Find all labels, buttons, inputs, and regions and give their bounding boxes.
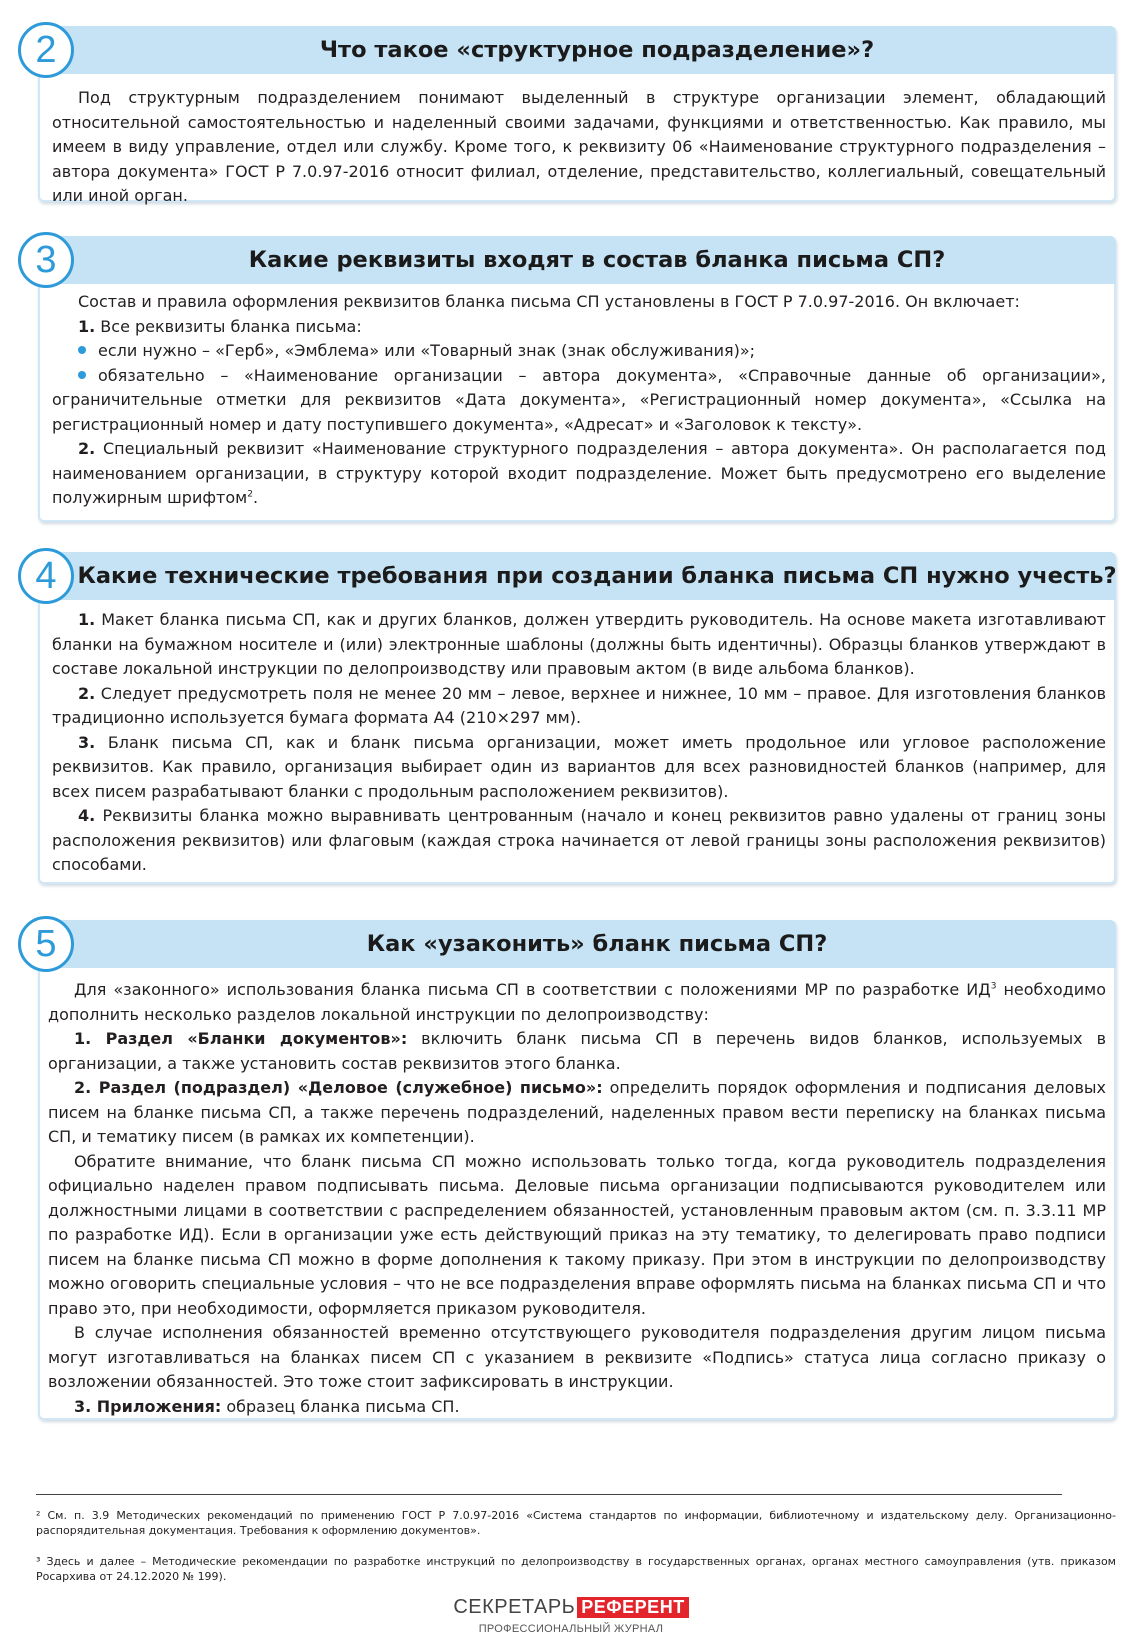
paragraph: Состав и правила оформления реквизитов бланка письма СП установлены в ГОСТ Р 7.0.97-2016. Он включает: bbox=[78, 292, 1020, 311]
list-item: 2. Следует предусмотреть поля не менее 20 мм – левое, верхнее и нижнее, 10 мм – правое. Для изготовления бланков традиционно используется бумага формата А4 (210×297 мм). bbox=[52, 683, 1106, 727]
section-body bbox=[52, 290, 1106, 511]
paragraph: Для «законного» использования бланка письма СП в соответствии с положениями МР по разработке $ИД^3$ необходимо дополнить несколько разделов локальной инструкции по делопроизводству: bbox=[48, 980, 1107, 1024]
paragraph: Под структурным подразделением понимают выделенный в структуре организации элемент, обладающий относительной самостоятельностью и наделенный своими задачами, функциями и ответственностью. Как правило, мы имеем в виду управление, отдел или службу. Кроме того, к реквизиту 06 «Наименование структурного подразделения – автора документа» ГОСТ Р 7.0.97-2016 относит филиал, отделение, представительство, коллегиальный, совещательный или иной орган. bbox=[52, 88, 1106, 205]
section-body bbox=[52, 608, 1106, 878]
section-number-badge: 5 bbox=[18, 916, 74, 972]
list-item: 1. Раздел «Бланки документов»: включить бланк письма СП в перечень видов бланков, используемых в организации, а также установить состав реквизитов этого бланка. bbox=[48, 1029, 1106, 1073]
list-item: если нужно – «Герб», «Эмблема» или «Товарный знак (знак обслуживания)»; bbox=[52, 339, 1106, 364]
section-header bbox=[38, 26, 1116, 74]
list-item: обязательно – «Наименование организации – автора документа», «Справочные данные об организации», ограничительные отметки для реквизитов «Дата документа», «Регистрационный номер документа», «Ссылка на регистрационный номер и дату поступившего документа», «Адресат» и «Заголовок к тексту». bbox=[52, 365, 1106, 434]
footnote-3: ³ Здесь и далее – Методические рекомендации по разработке инструкций по делопроизводству в государственных органах, органах местного самоуправления (утв. приказом Росархива от 24.12.2020 № 199). bbox=[36, 1555, 1116, 1583]
paragraph: В случае исполнения обязанностей временно отсутствующего руководителя подразделения другим лицом письма могут изготавливаться на бланках писем СП с указанием в реквизите «Подпись» статуса лица согласно приказу о возложении обязанностей. Это тоже стоит зафиксировать в инструкции. bbox=[48, 1323, 1106, 1391]
section-3 bbox=[0, 236, 1142, 522]
footnote-2: ² См. п. 3.9 Методических рекомендаций по применению ГОСТ Р 7.0.97-2016 «Система стандартов по информации, библиотечному и издательскому делу. Организационно-распорядительная документация. Требования к оформлению документов». bbox=[36, 1509, 1116, 1537]
list-item: 3. Бланк письма СП, как и бланк письма организации, может иметь продольное или угловое расположение реквизитов. Как правило, организация выбирает один из вариантов для всех разновидностей бланков (например, для всех писем разрабатывают бланки с продольным расположением реквизитов). bbox=[52, 732, 1106, 801]
section-title: Какие реквизиты входят в состав бланка письма СП? bbox=[248, 247, 946, 273]
logo-subtitle: ПРОФЕССИОНАЛЬНЫЙ ЖУРНАЛ bbox=[478, 1623, 664, 1635]
list-item: 3. Приложения: образец бланка письма СП. bbox=[74, 1396, 460, 1416]
list-item: 2. Специальный реквизит «Наименование структурного подразделения – автора документа». Он располагается под наименованием организации, в структуру которой входит подразделение. Может быть предусмотрено его выделение полужирным шрифтом$^2$. bbox=[52, 439, 1106, 507]
list-item: 4. Реквизиты бланка можно выравнивать центрованным (начало и конец реквизитов равно удалены от границ зоны расположения реквизитов) или флаговым (каждая строка начинается от левой границы зоны расположения реквизитов) способами. bbox=[52, 806, 1106, 874]
section-number-badge: 2 bbox=[18, 22, 74, 78]
section-title: Какие технические требования при создании бланка письма СП нужно учесть? bbox=[77, 563, 1117, 589]
magazine-logo bbox=[0, 1596, 1142, 1635]
section-header bbox=[38, 236, 1116, 284]
section-4 bbox=[0, 552, 1142, 884]
list-item: 1. Макет бланка письма СП, как и других бланков, должен утвердить руководитель. На основе макета изготавливают бланки на бумажном носителе и (или) электронные шаблоны (должны быть идентичны). Образцы бланков утверждают в составе локальной инструкции по делопроизводству или правовым актом (в виде альбома бланков). bbox=[52, 610, 1106, 678]
list-item: 2. Раздел (подраздел) «Деловое (служебное) письмо»: определить порядок оформления и подписания деловых писем на бланке письма СП, а также перечень подразделений, наделенных правом вести переписку на бланках письма СП, и тематику писем (в рамках их компетенции). bbox=[48, 1078, 1106, 1146]
section-number-badge: 4 bbox=[18, 548, 74, 604]
section-header bbox=[38, 552, 1116, 600]
section-2 bbox=[0, 26, 1142, 205]
section-body bbox=[48, 978, 1106, 1419]
footnote-divider bbox=[36, 1494, 1062, 1495]
section-title: Что такое «структурное подразделение»? bbox=[319, 37, 875, 63]
list-item: 1. Все реквизиты бланка письма: bbox=[78, 316, 362, 336]
section-5 bbox=[0, 920, 1142, 1420]
logo-wordmark bbox=[453, 1596, 688, 1619]
paragraph: Обратите внимание, что бланк письма СП можно использовать только тогда, когда руководитель подразделения официально наделен правом подписывать письма. Деловые письма организации подписываются руководителем или должностными лицами в соответствии с распределением обязанностей, установленным правовым актом (см. п. 3.3.11 МР по разработке ИД). Если в организации уже есть действующий приказ на эту тематику, то делегировать право подписи писем на бланке письма СП можно в форме дополнения к такому приказу. При этом в инструкции по делопроизводству можно оговорить специальные условия – что не все подразделения вправе оформлять письма на бланках письма СП и что право это, при необходимости, оформляется приказом руководителя. bbox=[48, 1151, 1106, 1318]
section-title: Как «узаконить» бланк письма СП? bbox=[366, 931, 828, 957]
section-body bbox=[52, 86, 1106, 209]
section-header bbox=[38, 920, 1116, 968]
bullet-icon bbox=[78, 371, 86, 379]
logo-part-secretary: СЕКРЕТАРЬ bbox=[453, 1596, 576, 1618]
bullet-icon bbox=[78, 346, 86, 354]
logo-part-referent: РЕФЕРЕНТ bbox=[577, 1597, 688, 1618]
section-number-badge: 3 bbox=[18, 232, 74, 288]
